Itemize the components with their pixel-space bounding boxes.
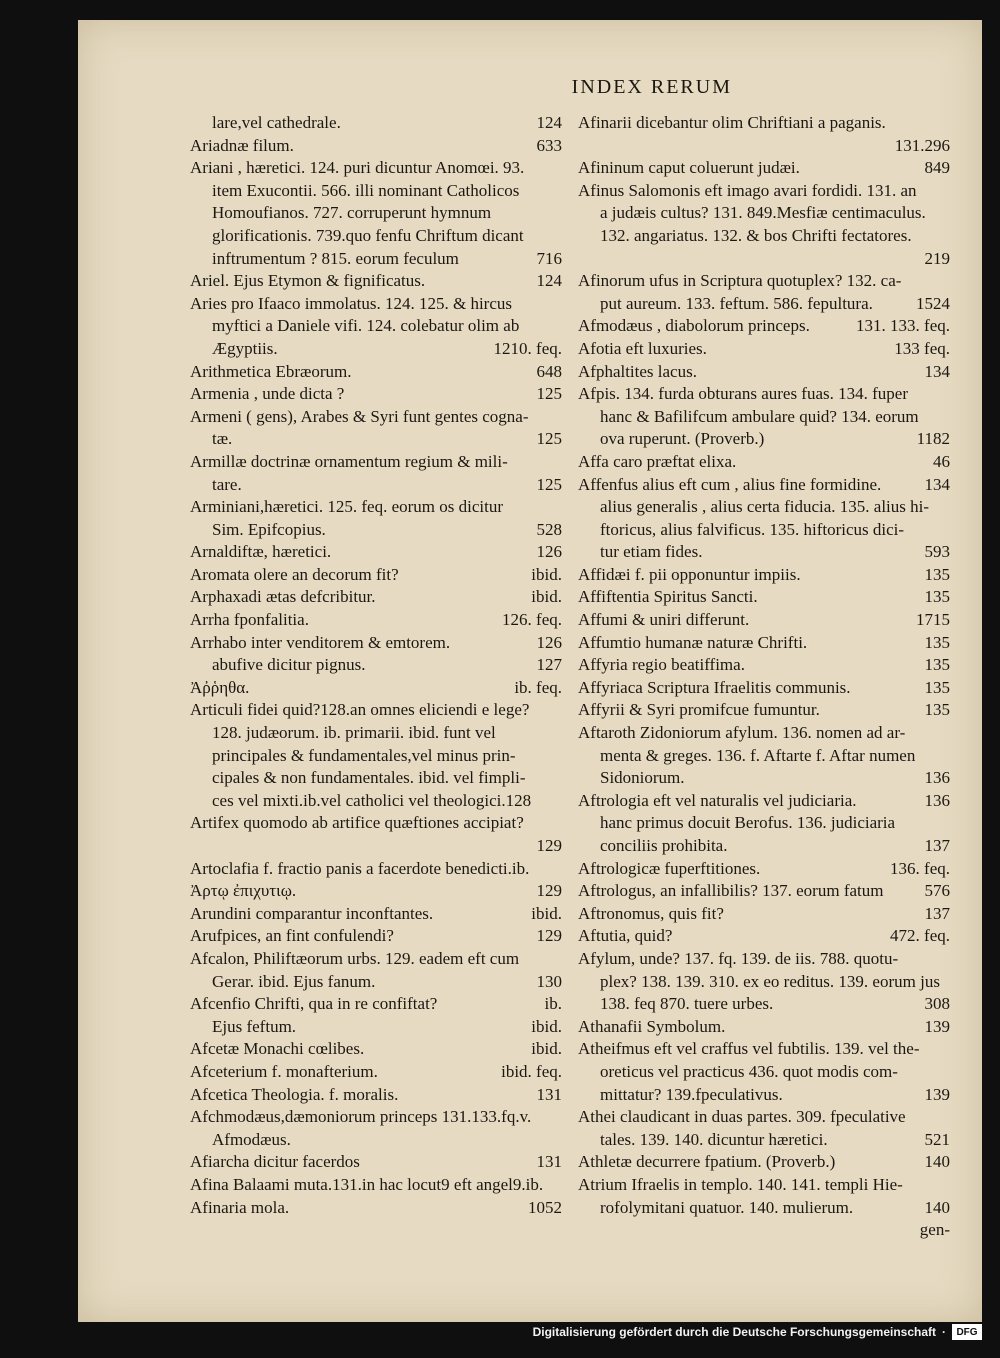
index-entry-line — [190, 406, 562, 429]
entry-page-ref: 135 — [924, 700, 950, 720]
entry-text: Homoufianos. 727. corruperunt hymnum — [212, 203, 492, 223]
index-entry-line — [578, 767, 950, 790]
entry-page-ref: 1052 — [528, 1197, 562, 1217]
entry-text: Ἀῤῥηθα. — [190, 677, 250, 697]
entry-text: Ariadnæ filum. — [190, 135, 294, 155]
left-column — [190, 112, 562, 1219]
entry-text: Affyriaca Scriptura Ifraelitis communis. — [578, 677, 851, 697]
entry-text: Afotia eft luxuries. — [578, 338, 707, 358]
index-entry-line — [578, 1016, 950, 1039]
index-entry-line — [190, 745, 562, 768]
index-entry-line — [578, 383, 950, 406]
entry-text: lare,vel cathedrale. — [212, 113, 341, 132]
entry-text: Arithmetica Ebræorum. — [190, 361, 352, 381]
index-entry-line — [190, 270, 562, 293]
entry-text: Atrium Ifraelis in templo. 140. 141. templi Hie- — [578, 1174, 903, 1194]
entry-page-ref: 135 — [924, 564, 950, 584]
entry-text: Arnaldiftæ, hæretici. — [190, 542, 332, 562]
index-entry-line — [578, 1219, 950, 1242]
entry-text: Atheifmus eft vel craffus vel fubtilis. 139. vel the- — [578, 1039, 920, 1059]
entry-text: Afmodæus. — [212, 1129, 291, 1149]
index-entry-line — [578, 474, 950, 497]
digitization-credit — [533, 1322, 982, 1342]
entry-page-ref: 125 — [536, 474, 562, 494]
entry-text: oreticus vel practicus 436. quot modis com- — [600, 1061, 898, 1081]
entry-page-ref: 135 — [924, 655, 950, 675]
index-entry-line — [190, 112, 562, 135]
index-entry-line — [578, 654, 950, 677]
index-entry-line — [190, 632, 562, 655]
index-entry-line — [190, 338, 562, 361]
index-entry-line — [190, 812, 562, 835]
entry-page-ref: ibid. — [531, 903, 562, 923]
index-entry-line — [578, 925, 950, 948]
entry-text: Gerar. ibid. Ejus fanum. — [212, 971, 376, 991]
entry-page-ref: 134 — [924, 474, 950, 494]
index-entry-line — [578, 745, 950, 768]
entry-page-ref: 130 — [536, 971, 562, 991]
index-entry-line — [578, 1151, 950, 1174]
index-entry-line — [578, 1106, 950, 1129]
index-entry-line — [190, 361, 562, 384]
entry-text: Aftrologus, an infallibilis? 137. eorum fatum — [578, 881, 884, 901]
entry-page-ref: 648 — [536, 361, 562, 381]
entry-page-ref: 136. feq. — [890, 858, 950, 878]
entry-page-ref: ib. feq. — [514, 677, 562, 697]
entry-text: ces vel mixti.ib.vel catholici vel theologici.128 — [212, 790, 532, 810]
index-entry-line — [190, 202, 562, 225]
entry-page-ref: 528 — [536, 519, 562, 539]
entry-text: Afylum, unde? 137. fq. 139. de iis. 788. quotu- — [578, 948, 899, 968]
entry-text: mittatur? 139.fpeculativus. — [600, 1084, 783, 1104]
index-entry-line — [578, 609, 950, 632]
index-entry-line — [578, 451, 950, 474]
index-entry-line — [190, 1016, 562, 1039]
entry-text: tur etiam fides. — [600, 542, 703, 562]
index-entry-line — [190, 474, 562, 497]
entry-text: 138. feq 870. tuere urbes. — [600, 994, 774, 1014]
entry-text: Afphaltites lacus. — [578, 361, 697, 381]
entry-text: hanc primus docuit Berofus. 136. judiciaria — [600, 813, 896, 833]
entry-text: Arrha fponfalitia. — [190, 610, 309, 630]
entry-text: Affumtio humanæ naturæ Chrifti. — [578, 632, 808, 652]
book-page — [78, 20, 982, 1322]
entry-text: Armenia , unde dicta ? — [190, 384, 345, 404]
entry-text: myftici a Daniele vifi. 124. colebatur olim ab — [212, 316, 520, 336]
entry-text: Artifex quomodo ab artifice quæftiones accipiat? — [190, 813, 524, 833]
index-entry-line — [578, 361, 950, 384]
index-entry-line — [190, 790, 562, 813]
index-entry-line — [190, 1129, 562, 1152]
entry-page-ref: 140 — [924, 1152, 950, 1172]
credit-text: Digitalisierung gefördert durch die Deutsche Forschungsgemeinschaft — [532, 1325, 936, 1339]
entry-text: Sim. Epifcopius. — [212, 519, 326, 539]
entry-page-ref: 134 — [924, 361, 950, 381]
entry-text: Arundini comparantur inconftantes. — [190, 903, 434, 923]
entry-text: 128. judæorum. ib. primarii. ibid. funt vel — [212, 723, 496, 743]
entry-page-ref: 308 — [924, 994, 950, 1014]
index-entry-line — [578, 1197, 950, 1220]
index-entry-line — [190, 248, 562, 271]
entry-page-ref: 139 — [924, 1084, 950, 1104]
entry-text: Afcetæ Monachi cœlibes. — [190, 1039, 365, 1059]
entry-text: Aries pro Ifaaco immolatus. 124. 125. & hircus — [190, 293, 512, 313]
index-entry-line — [578, 180, 950, 203]
entry-text: Aftaroth Zidoniorum afylum. 136. nomen ad ar- — [578, 723, 906, 743]
entry-page-ref: 133 feq. — [894, 338, 950, 358]
entry-text: Arphaxadi ætas defcribitur. — [190, 587, 376, 607]
entry-page-ref: 1715 — [916, 610, 950, 630]
index-entry-line — [578, 699, 950, 722]
entry-text: Aftrologicæ fuperftitiones. — [578, 858, 761, 878]
entry-page-ref: ibid. — [531, 1016, 562, 1036]
entry-text: Artoclafia f. fractio panis a facerdote benedicti.ib. — [190, 858, 530, 878]
entry-page-ref: 124 — [536, 113, 562, 132]
entry-text: abufive dicitur pignus. — [212, 655, 366, 675]
entry-text: Ariani , hæretici. 124. puri dicuntur Anomœi. 93. — [190, 158, 525, 178]
entry-page-ref: 137 — [924, 903, 950, 923]
entry-text: Affyria regio beatiffima. — [578, 655, 745, 675]
index-entry-line — [190, 428, 562, 451]
entry-text: Affa caro præftat elixa. — [578, 451, 737, 471]
entry-text: Aromata olere an decorum fit? — [190, 564, 399, 584]
entry-text: Afinaria mola. — [190, 1197, 290, 1217]
entry-text: Arufpices, an fint confulendi? — [190, 926, 394, 946]
entry-text: Athei claudicant in duas partes. 309. fpeculative — [578, 1107, 906, 1127]
index-entry-line — [578, 315, 950, 338]
index-entry-line — [190, 835, 562, 858]
entry-page-ref: ibid. feq. — [501, 1061, 562, 1081]
entry-page-ref: 140 — [924, 1197, 950, 1217]
bullet: · — [942, 1325, 946, 1339]
index-entry-line — [190, 225, 562, 248]
entry-text: conciliis prohibita. — [600, 836, 728, 855]
entry-page-ref: 131 — [536, 1084, 562, 1104]
index-entry-line — [190, 903, 562, 926]
entry-page-ref: 849 — [924, 158, 950, 178]
index-entry-line — [578, 135, 950, 158]
index-entry-line — [578, 1129, 950, 1152]
entry-page-ref: 1182 — [916, 429, 950, 449]
entry-text: menta & greges. 136. f. Aftarte f. Aftar numen — [600, 745, 916, 765]
entry-text: Athanafii Symbolum. — [578, 1016, 726, 1036]
entry-page-ref: 127 — [536, 655, 562, 675]
index-entry-line — [190, 699, 562, 722]
index-entry-line — [578, 1038, 950, 1061]
index-entry-line — [578, 993, 950, 1016]
entry-text: Afinorum ufus in Scriptura quotuplex? 132. ca- — [578, 271, 902, 291]
index-entry-line — [190, 135, 562, 158]
index-entry-line — [190, 1197, 562, 1220]
entry-text: Afcenfio Chrifti, qua in re confiftat? — [190, 994, 438, 1014]
index-entry-line — [578, 406, 950, 429]
entry-text: Armeni ( gens), Arabes & Syri funt gentes cogna- — [190, 406, 529, 426]
entry-text: Afpis. 134. furda obturans aures fuas. 134. fuper — [578, 384, 908, 404]
index-entry-line — [190, 948, 562, 971]
entry-text: Affenfus alius eft cum , alius fine formidine. — [578, 474, 882, 494]
entry-text: plex? 138. 139. 310. ex eo reditus. 139. eorum jus — [600, 971, 940, 991]
entry-page-ref: 129 — [536, 926, 562, 946]
index-entry-line — [190, 971, 562, 994]
entry-text: Afinus Salomonis eft imago avari fordidi. 131. an — [578, 180, 917, 200]
index-entry-line — [578, 1174, 950, 1197]
entry-text: Aftrologia eft vel naturalis vel judiciaria. — [578, 790, 857, 810]
index-entry-line — [190, 541, 562, 564]
entry-text: Afiarcha dicitur facerdos — [190, 1152, 360, 1172]
entry-text: Ariel. Ejus Etymon & fignificatus. — [190, 271, 426, 291]
entry-text: Affidæi f. pii opponuntur impiis. — [578, 564, 801, 584]
index-entry-line — [578, 971, 950, 994]
index-entry-line — [578, 880, 950, 903]
entry-page-ref: ibid. — [531, 1039, 562, 1059]
entry-text: tales. 139. 140. dicuntur hæretici. — [600, 1129, 828, 1149]
entry-page-ref: 576 — [924, 881, 950, 901]
entry-page-ref: 135 — [924, 587, 950, 607]
index-entry-line — [578, 903, 950, 926]
index-entry-line — [578, 1061, 950, 1084]
index-entry-line — [578, 858, 950, 881]
dfg-logo-icon: DFG — [952, 1324, 982, 1340]
index-entry-line — [190, 654, 562, 677]
entry-text: Athletæ decurrere fpatium. (Proverb.) — [578, 1152, 836, 1172]
entry-page-ref: 219 — [924, 248, 950, 268]
index-entry-line — [578, 677, 950, 700]
index-entry-line — [578, 835, 950, 858]
index-entry-line — [190, 722, 562, 745]
entry-page-ref: 131 — [536, 1152, 562, 1172]
entry-page-ref: 1210. feq. — [493, 338, 562, 358]
entry-page-ref: 139 — [924, 1016, 950, 1036]
entry-text: Aftutia, quid? — [578, 926, 673, 946]
entry-text: inftrumentum ? 815. eorum feculum — [212, 248, 459, 268]
index-entry-line — [190, 180, 562, 203]
entry-page-ref: 716 — [536, 248, 562, 268]
index-entry-line — [578, 948, 950, 971]
entry-page-ref: 521 — [924, 1129, 950, 1149]
index-entry-line — [578, 225, 950, 248]
index-entry-line — [190, 315, 562, 338]
entry-page-ref: ibid. — [531, 587, 562, 607]
index-entry-line — [578, 564, 950, 587]
index-entry-line — [190, 993, 562, 1016]
index-entry-line — [578, 248, 950, 271]
index-entry-line — [578, 428, 950, 451]
index-entry-line — [578, 1084, 950, 1107]
entry-text: Ægyptiis. — [212, 338, 278, 358]
entry-text: Arminiani,hæretici. 125. feq. eorum os dicitur — [190, 497, 504, 517]
entry-text: ova ruperunt. (Proverb.) — [600, 429, 765, 449]
index-entry-line — [190, 767, 562, 790]
entry-text: ftoricus, alius falvificus. 135. hiftoricus dici- — [600, 519, 905, 539]
entry-page-ref: 137 — [924, 836, 950, 855]
entry-text: tare. — [212, 474, 242, 494]
entry-page-ref: 135 — [924, 632, 950, 652]
entry-text: hanc & Bafilifcum ambulare quid? 134. eorum — [600, 406, 919, 426]
entry-text: Afina Balaami muta.131.in hac locut9 eft angel9.ib. — [190, 1174, 544, 1194]
entry-text: Ἀρτῳ ἐπιχυτιῳ. — [190, 881, 297, 901]
index-entry-line — [190, 383, 562, 406]
entry-page-ref: 135 — [924, 677, 950, 697]
index-entry-line — [578, 586, 950, 609]
index-entry-line — [190, 1061, 562, 1084]
index-entry-line — [190, 496, 562, 519]
entry-text: rofolymitani quatuor. 140. mulierum. — [600, 1197, 854, 1217]
index-entry-line — [190, 1084, 562, 1107]
entry-text: Afininum caput coluerunt judæi. — [578, 158, 800, 178]
index-entry-line — [190, 293, 562, 316]
entry-text: tæ. — [212, 429, 233, 449]
entry-text: Armillæ doctrinæ ornamentum regium & mili- — [190, 451, 508, 471]
entry-text: glorificationis. 739.quo fenfu Chriftum dicant — [212, 225, 524, 245]
entry-page-ref: 129 — [536, 881, 562, 901]
entry-page-ref: 472. feq. — [890, 926, 950, 946]
entry-page-ref: 593 — [924, 542, 950, 562]
entry-page-ref: 131.296 — [894, 135, 950, 155]
index-entry-line — [578, 496, 950, 519]
index-entry-line — [578, 112, 950, 135]
entry-page-ref: gen- — [919, 1220, 950, 1240]
entry-page-ref: 136 — [924, 768, 950, 788]
entry-page-ref: 46 — [933, 451, 950, 471]
entry-text: 132. angariatus. 132. & bos Chrifti fectatores. — [600, 225, 912, 245]
index-entry-line — [190, 1151, 562, 1174]
entry-text: cipales & non fundamentales. ibid. vel fimpli- — [212, 768, 526, 788]
entry-text: Affiftentia Spiritus Sancti. — [578, 587, 758, 607]
index-entry-line — [190, 925, 562, 948]
entry-page-ref: 1524 — [916, 293, 950, 313]
index-entry-line — [190, 677, 562, 700]
index-entry-line — [578, 790, 950, 813]
entry-text: put aureum. 133. feftum. 586. fepultura. — [600, 293, 873, 313]
entry-text: Articuli fidei quid?128.an omnes eliciendi e lege? — [190, 700, 530, 720]
index-entry-line — [578, 519, 950, 542]
entry-page-ref: ibid. — [531, 564, 562, 584]
index-entry-line — [190, 880, 562, 903]
entry-page-ref: 126. feq. — [502, 610, 562, 630]
entry-page-ref: 125 — [536, 384, 562, 404]
index-entry-line — [578, 541, 950, 564]
entry-page-ref: 124 — [536, 271, 562, 291]
index-entry-line — [190, 609, 562, 632]
right-column — [578, 112, 950, 1242]
entry-page-ref: ib. — [544, 994, 562, 1014]
index-entry-line — [190, 1174, 562, 1197]
entry-text: Aftronomus, quis fit? — [578, 903, 724, 923]
entry-text: Afinarii dicebantur olim Chriftiani a paganis. — [578, 113, 886, 132]
entry-text: Afceterium f. monafterium. — [190, 1061, 378, 1081]
index-entry-line — [578, 812, 950, 835]
index-entry-line — [578, 270, 950, 293]
entry-page-ref: 129 — [536, 836, 562, 855]
entry-page-ref: 126 — [536, 632, 562, 652]
entry-page-ref: 633 — [536, 135, 562, 155]
entry-text: item Exucontii. 566. illi nominant Catholicos — [212, 180, 520, 200]
index-entry-line — [578, 632, 950, 655]
index-entry-line — [190, 586, 562, 609]
index-entry-line — [190, 519, 562, 542]
index-entry-line — [190, 451, 562, 474]
index-entry-line — [190, 1038, 562, 1061]
index-entry-line — [578, 293, 950, 316]
entry-text: Ejus feftum. — [212, 1016, 297, 1036]
entry-text: Arrhabo inter venditorem & emtorem. — [190, 632, 451, 652]
index-entry-line — [190, 858, 562, 881]
entry-page-ref: 136 — [924, 790, 950, 810]
index-entry-line — [190, 564, 562, 587]
entry-page-ref: 126 — [536, 542, 562, 562]
entry-text: alius generalis , alius certa fiducia. 135. alius hi- — [600, 497, 930, 517]
entry-text: Afcalon, Philiftæorum urbs. 129. eadem eft cum — [190, 948, 520, 968]
index-entry-line — [190, 1106, 562, 1129]
index-entry-line — [190, 157, 562, 180]
entry-text: Afchmodæus,dæmoniorum princeps 131.133.fq.v. — [190, 1107, 532, 1127]
entry-text: Afmodæus , diabolorum princeps. — [578, 316, 810, 336]
running-header: INDEX RERUM — [571, 76, 732, 98]
index-entry-line — [578, 202, 950, 225]
entry-text: Sidoniorum. — [600, 768, 685, 788]
index-entry-line — [578, 157, 950, 180]
entry-text: a judæis cultus? 131. 849.Mesfiæ centimaculus. — [600, 203, 926, 223]
entry-text: principales & fundamentales,vel minus prin- — [212, 745, 516, 765]
entry-text: Affyrii & Syri promifcue fumuntur. — [578, 700, 820, 720]
entry-text: Affumi & uniri differunt. — [578, 610, 750, 630]
entry-page-ref: 125 — [536, 429, 562, 449]
index-entry-line — [578, 722, 950, 745]
entry-text: Afcetica Theologia. f. moralis. — [190, 1084, 399, 1104]
index-entry-line — [578, 338, 950, 361]
entry-page-ref: 131. 133. feq. — [856, 316, 950, 336]
